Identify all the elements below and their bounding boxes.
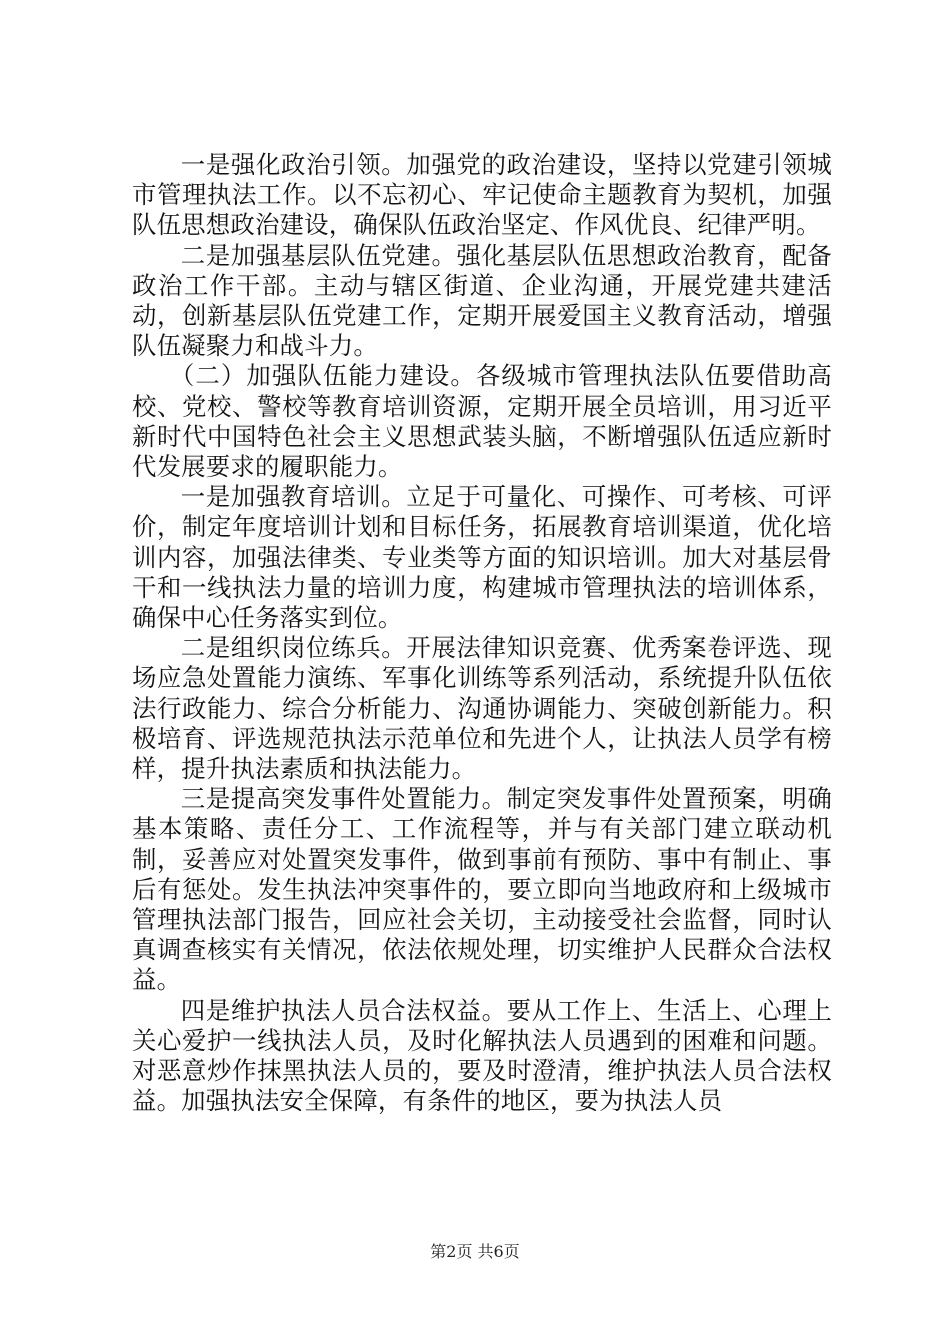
paragraph: 一是强化政治引领。加强党的政治建设，坚持以党建引领城市管理执法工作。以不忘初心、牢记使命主题教育为契机，加强队伍思想政治建设，确保队伍政治坚定、作风优良、纪律严明。: [132, 150, 832, 240]
paragraph: 四是维护执法人员合法权益。要从工作上、生活上、心理上关心爱护一线执法人员，及时化解执法人员遇到的困难和问题。对恶意炒作抹黑执法人员的，要及时澄清，维护执法人员合法权益。加强执法安全保障，有条件的地区，要为执法人员: [132, 995, 832, 1116]
paragraph: 二是加强基层队伍党建。强化基层队伍思想政治教育，配备政治工作干部。主动与辖区街道、企业沟通，开展党建共建活动，创新基层队伍党建工作，定期开展爱国主义教育活动，增强队伍凝聚力和战斗力。: [132, 240, 832, 361]
paragraph: 二是组织岗位练兵。开展法律知识竞赛、优秀案卷评选、现场应急处置能力演练、军事化训练等系列活动，系统提升队伍依法行政能力、综合分析能力、沟通协调能力、突破创新能力。积极培育、评选规范执法示范单位和先进个人，让执法人员学有榜样，提升执法素质和执法能力。: [132, 633, 832, 784]
section-heading-paragraph: （二）加强队伍能力建设。各级城市管理执法队伍要借助高校、党校、警校等教育培训资源，定期开展全员培训，用习近平新时代中国特色社会主义思想武装头脑，不断增强队伍适应新时代发展要求的履职能力。: [132, 361, 832, 482]
body-text: [132, 150, 832, 1117]
page-number-footer: 第2页 共6页: [430, 1242, 520, 1261]
paragraph: 三是提高突发事件处置能力。制定突发事件处置预案，明确基本策略、责任分工、工作流程等，并与有关部门建立联动机制，妥善应对处置突发事件，做到事前有预防、事中有制止、事后有惩处。发生执法冲突事件的，要立即向当地政府和上级城市管理执法部门报告，回应社会关切，主动接受社会监督，同时认真调查核实有关情况，依法依规处理，切实维护人民群众合法权益。: [132, 784, 832, 995]
paragraph: 一是加强教育培训。立足于可量化、可操作、可考核、可评价，制定年度培训计划和目标任务，拓展教育培训渠道，优化培训内容，加强法律类、专业类等方面的知识培训。加大对基层骨干和一线执法力量的培训力度，构建城市管理执法的培训体系，确保中心任务落实到位。: [132, 482, 832, 633]
